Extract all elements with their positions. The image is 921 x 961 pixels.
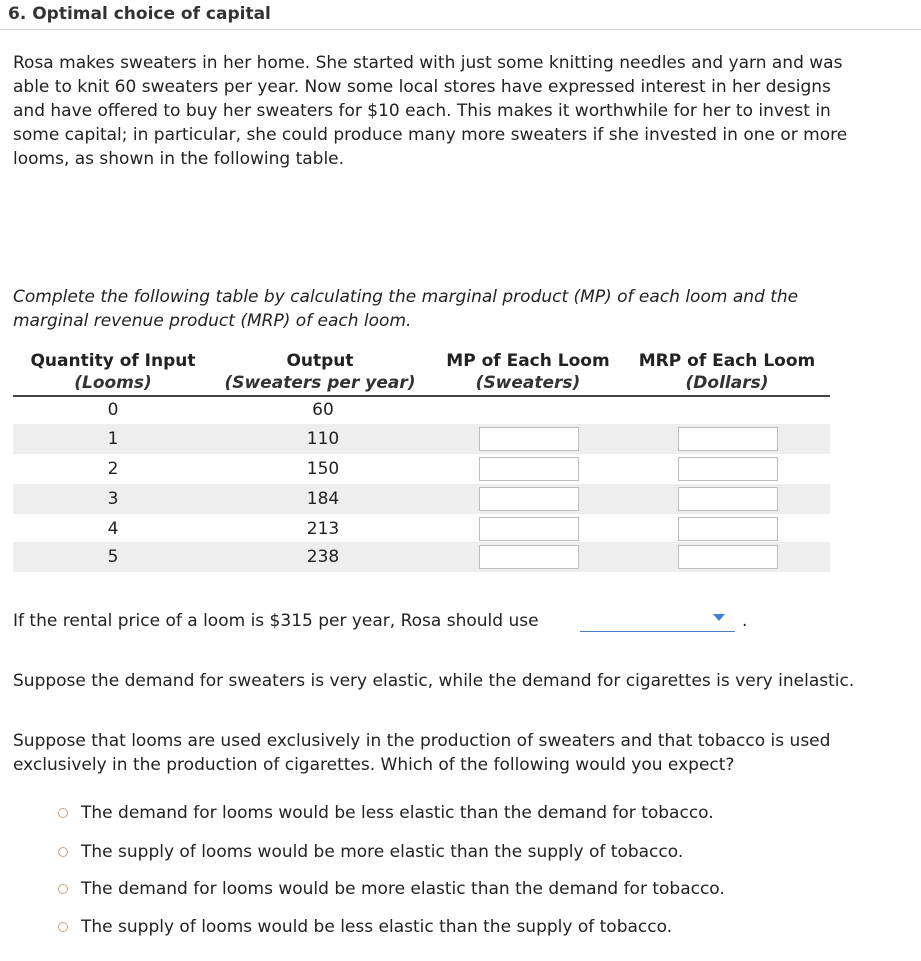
answer-option-label[interactable]: The supply of looms would be more elastic than the supply of tobacco. [81, 842, 684, 862]
header-output-unit: (Sweaters per year) [224, 373, 416, 393]
intro-line: looms, as shown in the following table. [13, 149, 345, 169]
mrp-input[interactable] [678, 517, 778, 541]
radio-button[interactable] [58, 808, 68, 818]
question-line: Suppose that looms are used exclusively in the production of sweaters and that tobacco is used [13, 731, 831, 751]
quantity-cell: 3 [107, 489, 119, 509]
answer-option-label[interactable]: The demand for looms would be less elastic than the demand for tobacco. [81, 803, 714, 823]
header-quantity-label: Quantity of Input [30, 351, 196, 371]
mp-input[interactable] [479, 545, 579, 569]
quantity-cell: 5 [107, 547, 119, 567]
mrp-input[interactable] [678, 457, 778, 481]
intro-line: some capital; in particular, she could produce many more sweaters if she invested in one or more [13, 125, 848, 145]
header-mrp-unit: (Dollars) [685, 373, 769, 393]
header-quantity-unit: (Looms) [74, 373, 152, 393]
output-cell: 60 [312, 400, 334, 420]
table-instruction [13, 285, 893, 333]
mp-input[interactable] [479, 427, 579, 451]
intro-line: able to knit 60 sweaters per year. Now some local stores have expressed interest in her designs [13, 77, 831, 97]
table-row [13, 542, 830, 572]
demand-statement: Suppose the demand for sweaters is very elastic, while the demand for cigarettes is very inelastic. [13, 671, 855, 691]
radio-button[interactable] [58, 847, 68, 857]
rental-question: If the rental price of a loom is $315 per year, Rosa should use [13, 611, 539, 631]
output-cell: 150 [306, 459, 340, 479]
mp-input[interactable] [479, 457, 579, 481]
header-mp-unit: (Sweaters) [475, 373, 581, 393]
title-divider [0, 29, 921, 30]
header-mp [438, 350, 618, 394]
header-output [220, 350, 420, 394]
intro-paragraph [13, 51, 913, 171]
output-cell: 238 [306, 547, 340, 567]
loom-count-dropdown[interactable] [580, 608, 735, 632]
mp-input[interactable] [479, 487, 579, 511]
mp-input[interactable] [479, 517, 579, 541]
output-cell: 213 [306, 519, 340, 539]
header-mrp [632, 350, 822, 394]
elasticity-question [13, 729, 903, 777]
mrp-input[interactable] [678, 487, 778, 511]
mrp-input[interactable] [678, 545, 778, 569]
output-cell: 110 [306, 429, 340, 449]
rental-period: . [742, 611, 748, 631]
header-output-label: Output [286, 351, 354, 371]
header-mrp-label: MRP of Each Loom [638, 351, 816, 371]
instruction-line: Complete the following table by calculating the marginal product (MP) of each loom and the [13, 287, 799, 307]
radio-button[interactable] [58, 922, 68, 932]
table-row [13, 454, 830, 484]
answer-option-label[interactable]: The demand for looms would be more elastic than the demand for tobacco. [81, 879, 725, 899]
dropdown-arrow-icon[interactable] [713, 614, 725, 621]
intro-line: Rosa makes sweaters in her home. She started with just some knitting needles and yarn and was [13, 53, 843, 73]
table-row [13, 484, 830, 514]
table-row [13, 396, 830, 424]
quantity-cell: 1 [107, 429, 119, 449]
header-quantity [13, 350, 213, 394]
output-cell: 184 [306, 489, 340, 509]
quantity-cell: 2 [107, 459, 119, 479]
table-row [13, 424, 830, 454]
question-title: 6. Optimal choice of capital [8, 4, 271, 24]
radio-button[interactable] [58, 884, 68, 894]
intro-line: and have offered to buy her sweaters for $10 each. This makes it worthwhile for her to invest in [13, 101, 831, 121]
quantity-cell: 4 [107, 519, 119, 539]
quantity-cell: 0 [107, 400, 119, 420]
header-mp-label: MP of Each Loom [446, 351, 610, 371]
table-row [13, 514, 830, 544]
answer-option-label[interactable]: The supply of looms would be less elastic than the supply of tobacco. [81, 917, 673, 937]
question-line: exclusively in the production of cigarettes. Which of the following would you expect? [13, 755, 735, 775]
mrp-input[interactable] [678, 427, 778, 451]
instruction-line: marginal revenue product (MRP) of each loom. [13, 311, 412, 331]
